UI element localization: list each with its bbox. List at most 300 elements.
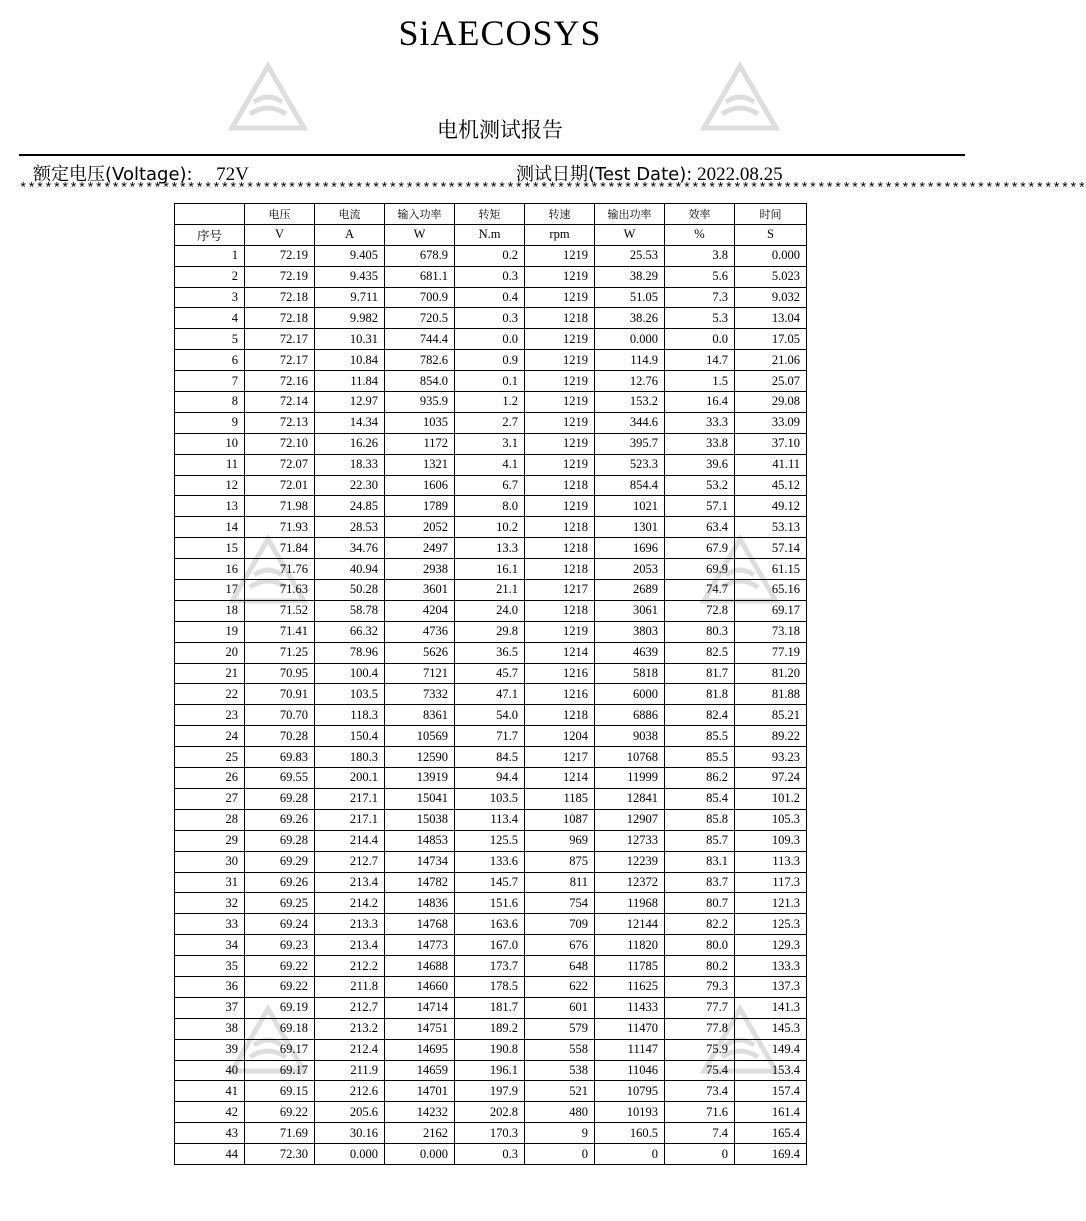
- table-cell: 10768: [595, 747, 665, 768]
- table-cell: 558: [525, 1039, 595, 1060]
- table-row: [175, 642, 807, 663]
- table-cell: 1218: [525, 559, 595, 580]
- test-date-label: 测试日期(Test Date):: [516, 164, 693, 185]
- table-cell: 54.0: [455, 705, 525, 726]
- table-cell: 0: [665, 1144, 735, 1165]
- table-cell: 538: [525, 1060, 595, 1081]
- table-cell: 121.3: [735, 893, 807, 914]
- table-cell: 17.05: [735, 329, 807, 350]
- table-cell: 9.982: [315, 308, 385, 329]
- table-cell: 21: [175, 663, 245, 684]
- table-cell: 11433: [595, 997, 665, 1018]
- table-cell: 145.3: [735, 1018, 807, 1039]
- table-row: [175, 768, 807, 789]
- table-cell: 84.5: [455, 747, 525, 768]
- table-cell: 12: [175, 475, 245, 496]
- table-cell: 13: [175, 496, 245, 517]
- table-cell: 212.7: [315, 851, 385, 872]
- table-cell: 7.4: [665, 1123, 735, 1144]
- column-unit: W: [595, 224, 665, 245]
- table-cell: 782.6: [385, 350, 455, 371]
- table-cell: 85.5: [665, 726, 735, 747]
- table-cell: 167.0: [455, 935, 525, 956]
- table-cell: 71.63: [245, 580, 315, 601]
- header-rule: [19, 154, 965, 156]
- column-unit: %: [665, 224, 735, 245]
- table-row: [175, 475, 807, 496]
- table-row: [175, 580, 807, 601]
- table-cell: 125.5: [455, 830, 525, 851]
- table-row: [175, 308, 807, 329]
- table-cell: 12.97: [315, 392, 385, 413]
- table-cell: 648: [525, 956, 595, 977]
- table-cell: 5.3: [665, 308, 735, 329]
- table-cell: 744.4: [385, 329, 455, 350]
- table-cell: 214.2: [315, 893, 385, 914]
- table-cell: 11: [175, 454, 245, 475]
- table-row: [175, 538, 807, 559]
- column-unit: S: [735, 224, 807, 245]
- table-cell: 69.28: [245, 830, 315, 851]
- column-header: 效率: [665, 204, 735, 225]
- table-cell: 24: [175, 726, 245, 747]
- table-row: [175, 997, 807, 1018]
- table-cell: 0.3: [455, 266, 525, 287]
- table-row: [175, 1018, 807, 1039]
- table-cell: 1219: [525, 329, 595, 350]
- table-cell: 12239: [595, 851, 665, 872]
- table-cell: 80.0: [665, 935, 735, 956]
- table-cell: 11046: [595, 1060, 665, 1081]
- table-cell: 29: [175, 830, 245, 851]
- table-cell: 69.17: [735, 600, 807, 621]
- table-cell: 7: [175, 371, 245, 392]
- table-row: [175, 726, 807, 747]
- table-row: [175, 496, 807, 517]
- table-cell: 0.2: [455, 245, 525, 266]
- table-cell: 854.0: [385, 371, 455, 392]
- table-row: [175, 1144, 807, 1165]
- table-cell: 213.4: [315, 872, 385, 893]
- table-cell: 6: [175, 350, 245, 371]
- table-cell: 197.9: [455, 1081, 525, 1102]
- table-cell: 53.13: [735, 517, 807, 538]
- table-cell: 72.01: [245, 475, 315, 496]
- table-cell: 69.23: [245, 935, 315, 956]
- table-cell: 71.7: [455, 726, 525, 747]
- table-cell: 9.405: [315, 245, 385, 266]
- column-header: [175, 204, 245, 225]
- table-cell: 1218: [525, 475, 595, 496]
- table-cell: 97.24: [735, 768, 807, 789]
- table-cell: 77.19: [735, 642, 807, 663]
- table-cell: 33.09: [735, 412, 807, 433]
- table-cell: 0.1: [455, 371, 525, 392]
- table-cell: 93.23: [735, 747, 807, 768]
- table-cell: 72.07: [245, 454, 315, 475]
- table-row: [175, 371, 807, 392]
- table-cell: 15038: [385, 809, 455, 830]
- table-cell: 163.6: [455, 914, 525, 935]
- table-cell: 11820: [595, 935, 665, 956]
- table-cell: 29.8: [455, 621, 525, 642]
- table-cell: 25.07: [735, 371, 807, 392]
- table-cell: 1218: [525, 705, 595, 726]
- table-cell: 74.7: [665, 580, 735, 601]
- table-cell: 14734: [385, 851, 455, 872]
- table-cell: 1021: [595, 496, 665, 517]
- table-cell: 103.5: [315, 684, 385, 705]
- table-cell: 0.3: [455, 308, 525, 329]
- table-cell: 72.17: [245, 350, 315, 371]
- table-row: [175, 809, 807, 830]
- table-cell: 709: [525, 914, 595, 935]
- table-units-row: [175, 224, 807, 245]
- table-cell: 180.3: [315, 747, 385, 768]
- table-cell: 103.5: [455, 788, 525, 809]
- table-cell: 18.33: [315, 454, 385, 475]
- table-cell: 65.16: [735, 580, 807, 601]
- table-cell: 114.9: [595, 350, 665, 371]
- table-row: [175, 454, 807, 475]
- table-cell: 1217: [525, 580, 595, 601]
- table-cell: 2938: [385, 559, 455, 580]
- table-cell: 1216: [525, 663, 595, 684]
- table-cell: 2052: [385, 517, 455, 538]
- column-header: 电流: [315, 204, 385, 225]
- column-unit: A: [315, 224, 385, 245]
- table-cell: 37: [175, 997, 245, 1018]
- table-row: [175, 392, 807, 413]
- table-cell: 181.7: [455, 997, 525, 1018]
- table-cell: 40.94: [315, 559, 385, 580]
- table-cell: 11785: [595, 956, 665, 977]
- table-cell: 678.9: [385, 245, 455, 266]
- table-cell: 28.53: [315, 517, 385, 538]
- table-cell: 217.1: [315, 788, 385, 809]
- table-cell: 153.4: [735, 1060, 807, 1081]
- report-title: 电机测试报告: [437, 118, 563, 142]
- test-data-table: [174, 203, 807, 1165]
- table-cell: 101.2: [735, 788, 807, 809]
- table-cell: 1219: [525, 245, 595, 266]
- table-cell: 109.3: [735, 830, 807, 851]
- table-cell: 213.2: [315, 1018, 385, 1039]
- table-cell: 13.04: [735, 308, 807, 329]
- table-cell: 13919: [385, 768, 455, 789]
- table-cell: 118.3: [315, 705, 385, 726]
- table-cell: 14695: [385, 1039, 455, 1060]
- table-row: [175, 1081, 807, 1102]
- table-cell: 82.2: [665, 914, 735, 935]
- column-header: 转矩: [455, 204, 525, 225]
- table-cell: 1172: [385, 433, 455, 454]
- column-unit: V: [245, 224, 315, 245]
- table-cell: 16: [175, 559, 245, 580]
- column-header: 时间: [735, 204, 807, 225]
- table-cell: 100.4: [315, 663, 385, 684]
- table-cell: 1204: [525, 726, 595, 747]
- table-cell: 11147: [595, 1039, 665, 1060]
- test-date-value: 2022.08.25: [697, 164, 783, 185]
- table-row: [175, 517, 807, 538]
- table-cell: 69.17: [245, 1060, 315, 1081]
- table-cell: 26: [175, 768, 245, 789]
- table-cell: 82.4: [665, 705, 735, 726]
- table-cell: 39: [175, 1039, 245, 1060]
- table-cell: 196.1: [455, 1060, 525, 1081]
- table-cell: 0.0: [455, 329, 525, 350]
- table-cell: 1: [175, 245, 245, 266]
- table-cell: 523.3: [595, 454, 665, 475]
- table-cell: 69.19: [245, 997, 315, 1018]
- table-cell: 7121: [385, 663, 455, 684]
- table-row: [175, 433, 807, 454]
- table-cell: 27: [175, 788, 245, 809]
- table-cell: 5.023: [735, 266, 807, 287]
- table-cell: 113.4: [455, 809, 525, 830]
- column-header: 转速: [525, 204, 595, 225]
- table-row: [175, 663, 807, 684]
- table-cell: 935.9: [385, 392, 455, 413]
- table-cell: 41: [175, 1081, 245, 1102]
- table-cell: 1219: [525, 433, 595, 454]
- table-cell: 1185: [525, 788, 595, 809]
- table-cell: 12144: [595, 914, 665, 935]
- table-row: [175, 621, 807, 642]
- table-row: [175, 705, 807, 726]
- table-cell: 212.6: [315, 1081, 385, 1102]
- table-cell: 69.18: [245, 1018, 315, 1039]
- table-cell: 1219: [525, 371, 595, 392]
- table-cell: 31: [175, 872, 245, 893]
- table-cell: 10.31: [315, 329, 385, 350]
- voltage-label: 额定电压(Voltage):: [33, 164, 193, 185]
- table-cell: 10569: [385, 726, 455, 747]
- table-cell: 10.84: [315, 350, 385, 371]
- table-cell: 20: [175, 642, 245, 663]
- table-cell: 69.83: [245, 747, 315, 768]
- table-cell: 212.4: [315, 1039, 385, 1060]
- table-cell: 149.4: [735, 1039, 807, 1060]
- table-cell: 9: [175, 412, 245, 433]
- table-cell: 9038: [595, 726, 665, 747]
- table-cell: 77.7: [665, 997, 735, 1018]
- table-cell: 71.76: [245, 559, 315, 580]
- table-row: [175, 956, 807, 977]
- table-cell: 36: [175, 976, 245, 997]
- table-cell: 212.2: [315, 956, 385, 977]
- table-cell: 78.96: [315, 642, 385, 663]
- table-cell: 71.25: [245, 642, 315, 663]
- table-cell: 133.3: [735, 956, 807, 977]
- table-cell: 141.3: [735, 997, 807, 1018]
- table-cell: 14768: [385, 914, 455, 935]
- table-cell: 14701: [385, 1081, 455, 1102]
- table-cell: 58.78: [315, 600, 385, 621]
- table-row: [175, 329, 807, 350]
- table-cell: 44: [175, 1144, 245, 1165]
- table-cell: 5: [175, 329, 245, 350]
- table-cell: 0.3: [455, 1144, 525, 1165]
- table-cell: 854.4: [595, 475, 665, 496]
- table-cell: 71.6: [665, 1102, 735, 1123]
- table-cell: 21.06: [735, 350, 807, 371]
- table-row: [175, 1102, 807, 1123]
- table-cell: 38.26: [595, 308, 665, 329]
- table-cell: 29.08: [735, 392, 807, 413]
- table-row: [175, 851, 807, 872]
- table-cell: 12.76: [595, 371, 665, 392]
- table-cell: 10795: [595, 1081, 665, 1102]
- table-cell: 14773: [385, 935, 455, 956]
- table-cell: 190.8: [455, 1039, 525, 1060]
- table-cell: 4.1: [455, 454, 525, 475]
- column-unit: 序号: [175, 224, 245, 245]
- table-cell: 6000: [595, 684, 665, 705]
- table-cell: 1216: [525, 684, 595, 705]
- table-cell: 1219: [525, 454, 595, 475]
- table-cell: 21.1: [455, 580, 525, 601]
- table-cell: 32: [175, 893, 245, 914]
- table-cell: 6886: [595, 705, 665, 726]
- table-cell: 75.4: [665, 1060, 735, 1081]
- table-cell: 0.9: [455, 350, 525, 371]
- table-cell: 49.12: [735, 496, 807, 517]
- table-cell: 12841: [595, 788, 665, 809]
- table-cell: 169.4: [735, 1144, 807, 1165]
- table-cell: 1214: [525, 768, 595, 789]
- table-cell: 82.5: [665, 642, 735, 663]
- table-cell: 72.13: [245, 412, 315, 433]
- table-row: [175, 245, 807, 266]
- table-cell: 5818: [595, 663, 665, 684]
- table-cell: 79.3: [665, 976, 735, 997]
- table-row: [175, 350, 807, 371]
- table-cell: 94.4: [455, 768, 525, 789]
- table-cell: 117.3: [735, 872, 807, 893]
- table-cell: 622: [525, 976, 595, 997]
- table-row: [175, 600, 807, 621]
- table-row: [175, 935, 807, 956]
- table-cell: 151.6: [455, 893, 525, 914]
- table-cell: 15: [175, 538, 245, 559]
- table-cell: 157.4: [735, 1081, 807, 1102]
- table-cell: 80.2: [665, 956, 735, 977]
- table-cell: 202.8: [455, 1102, 525, 1123]
- table-cell: 72.16: [245, 371, 315, 392]
- table-cell: 33.8: [665, 433, 735, 454]
- table-cell: 72.19: [245, 245, 315, 266]
- table-cell: 19: [175, 621, 245, 642]
- table-cell: 14688: [385, 956, 455, 977]
- table-cell: 73.4: [665, 1081, 735, 1102]
- table-cell: 41.11: [735, 454, 807, 475]
- table-cell: 0: [525, 1144, 595, 1165]
- table-cell: 15041: [385, 788, 455, 809]
- table-cell: 42: [175, 1102, 245, 1123]
- table-row: [175, 559, 807, 580]
- table-cell: 69.25: [245, 893, 315, 914]
- table-cell: 2.7: [455, 412, 525, 433]
- table-cell: 14232: [385, 1102, 455, 1123]
- table-row: [175, 914, 807, 935]
- table-cell: 45.12: [735, 475, 807, 496]
- table-cell: 24.0: [455, 600, 525, 621]
- table-cell: 72.10: [245, 433, 315, 454]
- table-cell: 80.3: [665, 621, 735, 642]
- table-cell: 161.4: [735, 1102, 807, 1123]
- table-cell: 217.1: [315, 809, 385, 830]
- table-cell: 69.22: [245, 956, 315, 977]
- table-cell: 1218: [525, 538, 595, 559]
- table-cell: 6.7: [455, 475, 525, 496]
- table-cell: 85.5: [665, 747, 735, 768]
- table-cell: 53.2: [665, 475, 735, 496]
- table-cell: 30.16: [315, 1123, 385, 1144]
- table-cell: 4: [175, 308, 245, 329]
- table-cell: 9.032: [735, 287, 807, 308]
- table-cell: 12907: [595, 809, 665, 830]
- separator-line: *******************************************************************************************************************************: [19, 181, 1086, 197]
- table-cell: 34: [175, 935, 245, 956]
- table-cell: 71.41: [245, 621, 315, 642]
- table-cell: 72.18: [245, 308, 315, 329]
- table-cell: 69.26: [245, 809, 315, 830]
- table-cell: 77.8: [665, 1018, 735, 1039]
- table-cell: 81.8: [665, 684, 735, 705]
- table-cell: 81.7: [665, 663, 735, 684]
- table-cell: 70.70: [245, 705, 315, 726]
- table-cell: 9.711: [315, 287, 385, 308]
- column-header: 输出功率: [595, 204, 665, 225]
- table-cell: 25.53: [595, 245, 665, 266]
- table-cell: 1214: [525, 642, 595, 663]
- table-row: [175, 788, 807, 809]
- table-cell: 0.4: [455, 287, 525, 308]
- table-cell: 69.17: [245, 1039, 315, 1060]
- table-cell: 85.7: [665, 830, 735, 851]
- table-cell: 3.1: [455, 433, 525, 454]
- table-cell: 18: [175, 600, 245, 621]
- table-cell: 1696: [595, 538, 665, 559]
- table-cell: 36.5: [455, 642, 525, 663]
- table-cell: 1035: [385, 412, 455, 433]
- table-cell: 10.2: [455, 517, 525, 538]
- table-cell: 700.9: [385, 287, 455, 308]
- table-cell: 2162: [385, 1123, 455, 1144]
- table-row: [175, 287, 807, 308]
- table-cell: 51.05: [595, 287, 665, 308]
- table-cell: 81.20: [735, 663, 807, 684]
- table-cell: 213.4: [315, 935, 385, 956]
- table-cell: 50.28: [315, 580, 385, 601]
- table-cell: 75.9: [665, 1039, 735, 1060]
- table-cell: 213.3: [315, 914, 385, 935]
- table-cell: 67.9: [665, 538, 735, 559]
- table-cell: 720.5: [385, 308, 455, 329]
- table-cell: 200.1: [315, 768, 385, 789]
- table-cell: 480: [525, 1102, 595, 1123]
- table-cell: 2689: [595, 580, 665, 601]
- table-cell: 145.7: [455, 872, 525, 893]
- table-cell: 72.30: [245, 1144, 315, 1165]
- table-cell: 47.1: [455, 684, 525, 705]
- table-cell: 71.98: [245, 496, 315, 517]
- table-cell: 14751: [385, 1018, 455, 1039]
- table-cell: 5626: [385, 642, 455, 663]
- table-cell: 125.3: [735, 914, 807, 935]
